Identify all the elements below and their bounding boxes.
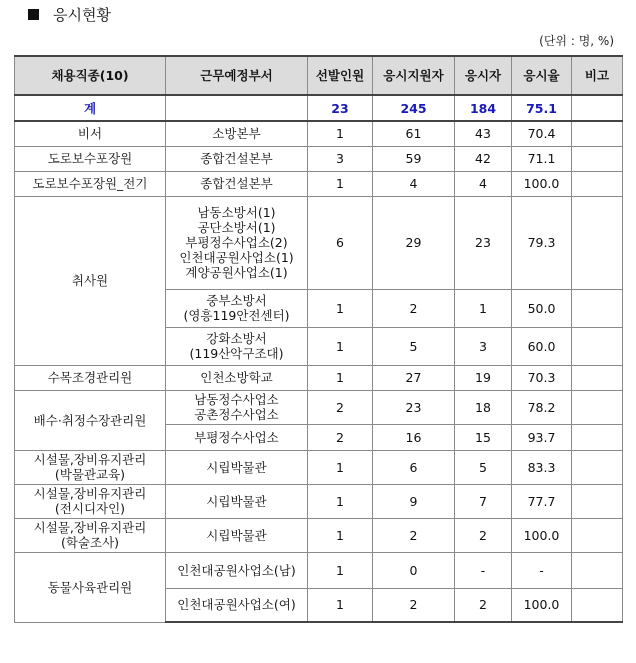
remarks-cell	[572, 390, 623, 424]
text-line: 취사원	[71, 273, 109, 288]
department-cell	[166, 121, 308, 146]
text-line: 중부소방서	[206, 293, 267, 308]
remarks-cell	[572, 327, 623, 365]
table-row	[15, 552, 623, 588]
header-row	[15, 56, 623, 95]
total-label: 계	[15, 95, 166, 121]
total-examinees: 184	[455, 95, 512, 121]
examinees-cell: 15	[455, 424, 512, 450]
text-line: 남동정수사업소	[194, 392, 279, 407]
text-line: 수목조경관리원	[47, 370, 133, 385]
applicants-cell: 2	[373, 588, 455, 622]
rate-cell: 70.4	[512, 121, 572, 146]
department-cell	[166, 518, 308, 552]
table-row	[15, 121, 623, 146]
table-row	[15, 450, 623, 484]
department-cell	[166, 390, 308, 424]
applicants-cell: 16	[373, 424, 455, 450]
examinees-cell: 1	[455, 289, 512, 327]
total-remarks	[572, 95, 623, 121]
text-line: 도로보수포장원_전기	[32, 176, 148, 191]
remarks-cell	[572, 171, 623, 196]
remarks-cell	[572, 289, 623, 327]
examinees-cell: 23	[455, 196, 512, 289]
job-type-cell	[15, 484, 166, 518]
rate-cell: 78.2	[512, 390, 572, 424]
examinees-cell: 2	[455, 588, 512, 622]
department-cell	[166, 289, 308, 327]
table-row	[15, 196, 623, 289]
rate-cell: 77.7	[512, 484, 572, 518]
applicants-cell: 27	[373, 365, 455, 390]
text-line: 인천대공원사업소(남)	[177, 562, 296, 578]
examinees-cell: -	[455, 552, 512, 588]
remarks-cell	[572, 424, 623, 450]
text-line: 시립박물관	[206, 493, 267, 509]
examinees-cell: 18	[455, 390, 512, 424]
applicants-cell: 29	[373, 196, 455, 289]
selected-cell: 1	[308, 484, 373, 518]
job-type-cell	[15, 196, 166, 365]
text-line: 도로보수포장원	[47, 151, 133, 166]
job-type-cell	[15, 121, 166, 146]
text-line: 공단소방서(1)	[197, 220, 276, 235]
selected-cell: 1	[308, 552, 373, 588]
text-line: (전시디자인)	[54, 501, 126, 516]
text-line: 종합건설본부	[200, 151, 273, 166]
text-line: (119산악구조대)	[189, 346, 284, 361]
remarks-cell	[572, 552, 623, 588]
examinees-cell: 4	[455, 171, 512, 196]
header-selected: 선발인원	[308, 56, 373, 95]
job-type-cell	[15, 552, 166, 622]
rate-cell: -	[512, 552, 572, 588]
text-line: 소방본부	[212, 126, 261, 142]
selected-cell: 1	[308, 450, 373, 484]
job-type-cell	[15, 518, 166, 552]
remarks-cell	[572, 146, 623, 171]
section-heading	[28, 4, 111, 25]
total-row	[15, 95, 623, 121]
rate-cell: 70.3	[512, 365, 572, 390]
selected-cell: 1	[308, 327, 373, 365]
selected-cell: 1	[308, 588, 373, 622]
selected-cell: 1	[308, 518, 373, 552]
table-row	[15, 484, 623, 518]
rate-cell: 50.0	[512, 289, 572, 327]
job-type-cell	[15, 146, 166, 171]
text-line: 인천대공원사업소(1)	[179, 250, 294, 265]
department-cell	[166, 365, 308, 390]
total-selected: 23	[308, 95, 373, 121]
rate-cell: 100.0	[512, 518, 572, 552]
selected-cell: 1	[308, 289, 373, 327]
text-line: 시설물,장비유지관리	[33, 486, 147, 501]
rate-cell: 83.3	[512, 450, 572, 484]
examinees-cell: 3	[455, 327, 512, 365]
applicants-cell: 59	[373, 146, 455, 171]
text-line: 부평정수사업소(2)	[185, 235, 288, 250]
job-type-cell	[15, 171, 166, 196]
selected-cell: 1	[308, 171, 373, 196]
examinees-cell: 2	[455, 518, 512, 552]
application-status-table	[14, 55, 623, 623]
rate-cell: 71.1	[512, 146, 572, 171]
selected-cell: 1	[308, 121, 373, 146]
text-line: 인천소방학교	[200, 370, 273, 385]
header-applicants: 응시지원자	[373, 56, 455, 95]
applicants-cell: 9	[373, 484, 455, 518]
text-line: 부평정수사업소	[194, 429, 279, 445]
unit-note: (단위 : 명, %)	[539, 34, 614, 48]
rate-cell: 100.0	[512, 588, 572, 622]
header-dept: 근무예정부서	[166, 56, 308, 95]
examinees-cell: 43	[455, 121, 512, 146]
header-examinees: 응시자	[455, 56, 512, 95]
examinees-cell: 19	[455, 365, 512, 390]
applicants-cell: 2	[373, 289, 455, 327]
text-line: 종합건설본부	[200, 176, 273, 191]
remarks-cell	[572, 196, 623, 289]
header-job: 채용직종(10)	[15, 56, 166, 95]
selected-cell: 2	[308, 390, 373, 424]
total-applicants: 245	[373, 95, 455, 121]
text-line: 시설물,장비유지관리	[33, 520, 147, 535]
applicants-cell: 4	[373, 171, 455, 196]
text-line: 시립박물관	[206, 459, 267, 475]
square-bullet-icon	[28, 9, 39, 20]
total-dept	[166, 95, 308, 121]
rate-cell: 60.0	[512, 327, 572, 365]
remarks-cell	[572, 450, 623, 484]
rate-cell: 100.0	[512, 171, 572, 196]
examinees-cell: 42	[455, 146, 512, 171]
header-rate: 응시율	[512, 56, 572, 95]
text-line: 인천대공원사업소(여)	[177, 597, 296, 613]
department-cell	[166, 552, 308, 588]
selected-cell: 2	[308, 424, 373, 450]
remarks-cell	[572, 484, 623, 518]
remarks-cell	[572, 588, 623, 622]
text-line: 시설물,장비유지관리	[33, 452, 147, 467]
applicants-cell: 23	[373, 390, 455, 424]
text-line: 시립박물관	[206, 527, 267, 543]
text-line: (학술조사)	[60, 535, 120, 550]
table-row	[15, 518, 623, 552]
examinees-cell: 5	[455, 450, 512, 484]
department-cell	[166, 146, 308, 171]
table-row	[15, 146, 623, 171]
text-line: 배수·취정수장관리원	[33, 412, 147, 428]
text-line: 계양공원사업소(1)	[185, 265, 288, 280]
job-type-cell	[15, 365, 166, 390]
job-type-cell	[15, 450, 166, 484]
rate-cell: 79.3	[512, 196, 572, 289]
remarks-cell	[572, 518, 623, 552]
department-cell	[166, 424, 308, 450]
selected-cell: 1	[308, 365, 373, 390]
department-cell	[166, 171, 308, 196]
applicants-cell: 6	[373, 450, 455, 484]
applicants-cell: 0	[373, 552, 455, 588]
remarks-cell	[572, 365, 623, 390]
selected-cell: 3	[308, 146, 373, 171]
total-rate: 75.1	[512, 95, 572, 121]
job-type-cell	[15, 390, 166, 450]
rate-cell: 93.7	[512, 424, 572, 450]
text-line: 공촌정수사업소	[194, 407, 279, 422]
department-cell	[166, 327, 308, 365]
table-row	[15, 171, 623, 196]
table-row	[15, 365, 623, 390]
department-cell	[166, 484, 308, 518]
text-line: 남동소방서(1)	[197, 205, 276, 220]
department-cell	[166, 196, 308, 289]
text-line: 비서	[77, 126, 103, 142]
section-title: 응시현황	[53, 6, 111, 24]
table-row	[15, 390, 623, 424]
selected-cell: 6	[308, 196, 373, 289]
department-cell	[166, 450, 308, 484]
remarks-cell	[572, 121, 623, 146]
header-remarks: 비고	[572, 56, 623, 95]
text-line: 강화소방서	[206, 331, 267, 346]
applicants-cell: 2	[373, 518, 455, 552]
text-line: (영흥119안전센터)	[183, 308, 290, 323]
department-cell	[166, 588, 308, 622]
examinees-cell: 7	[455, 484, 512, 518]
applicants-cell: 61	[373, 121, 455, 146]
applicants-cell: 5	[373, 327, 455, 365]
text-line: (박물관교육)	[54, 467, 126, 482]
text-line: 동물사육관리원	[47, 579, 133, 595]
